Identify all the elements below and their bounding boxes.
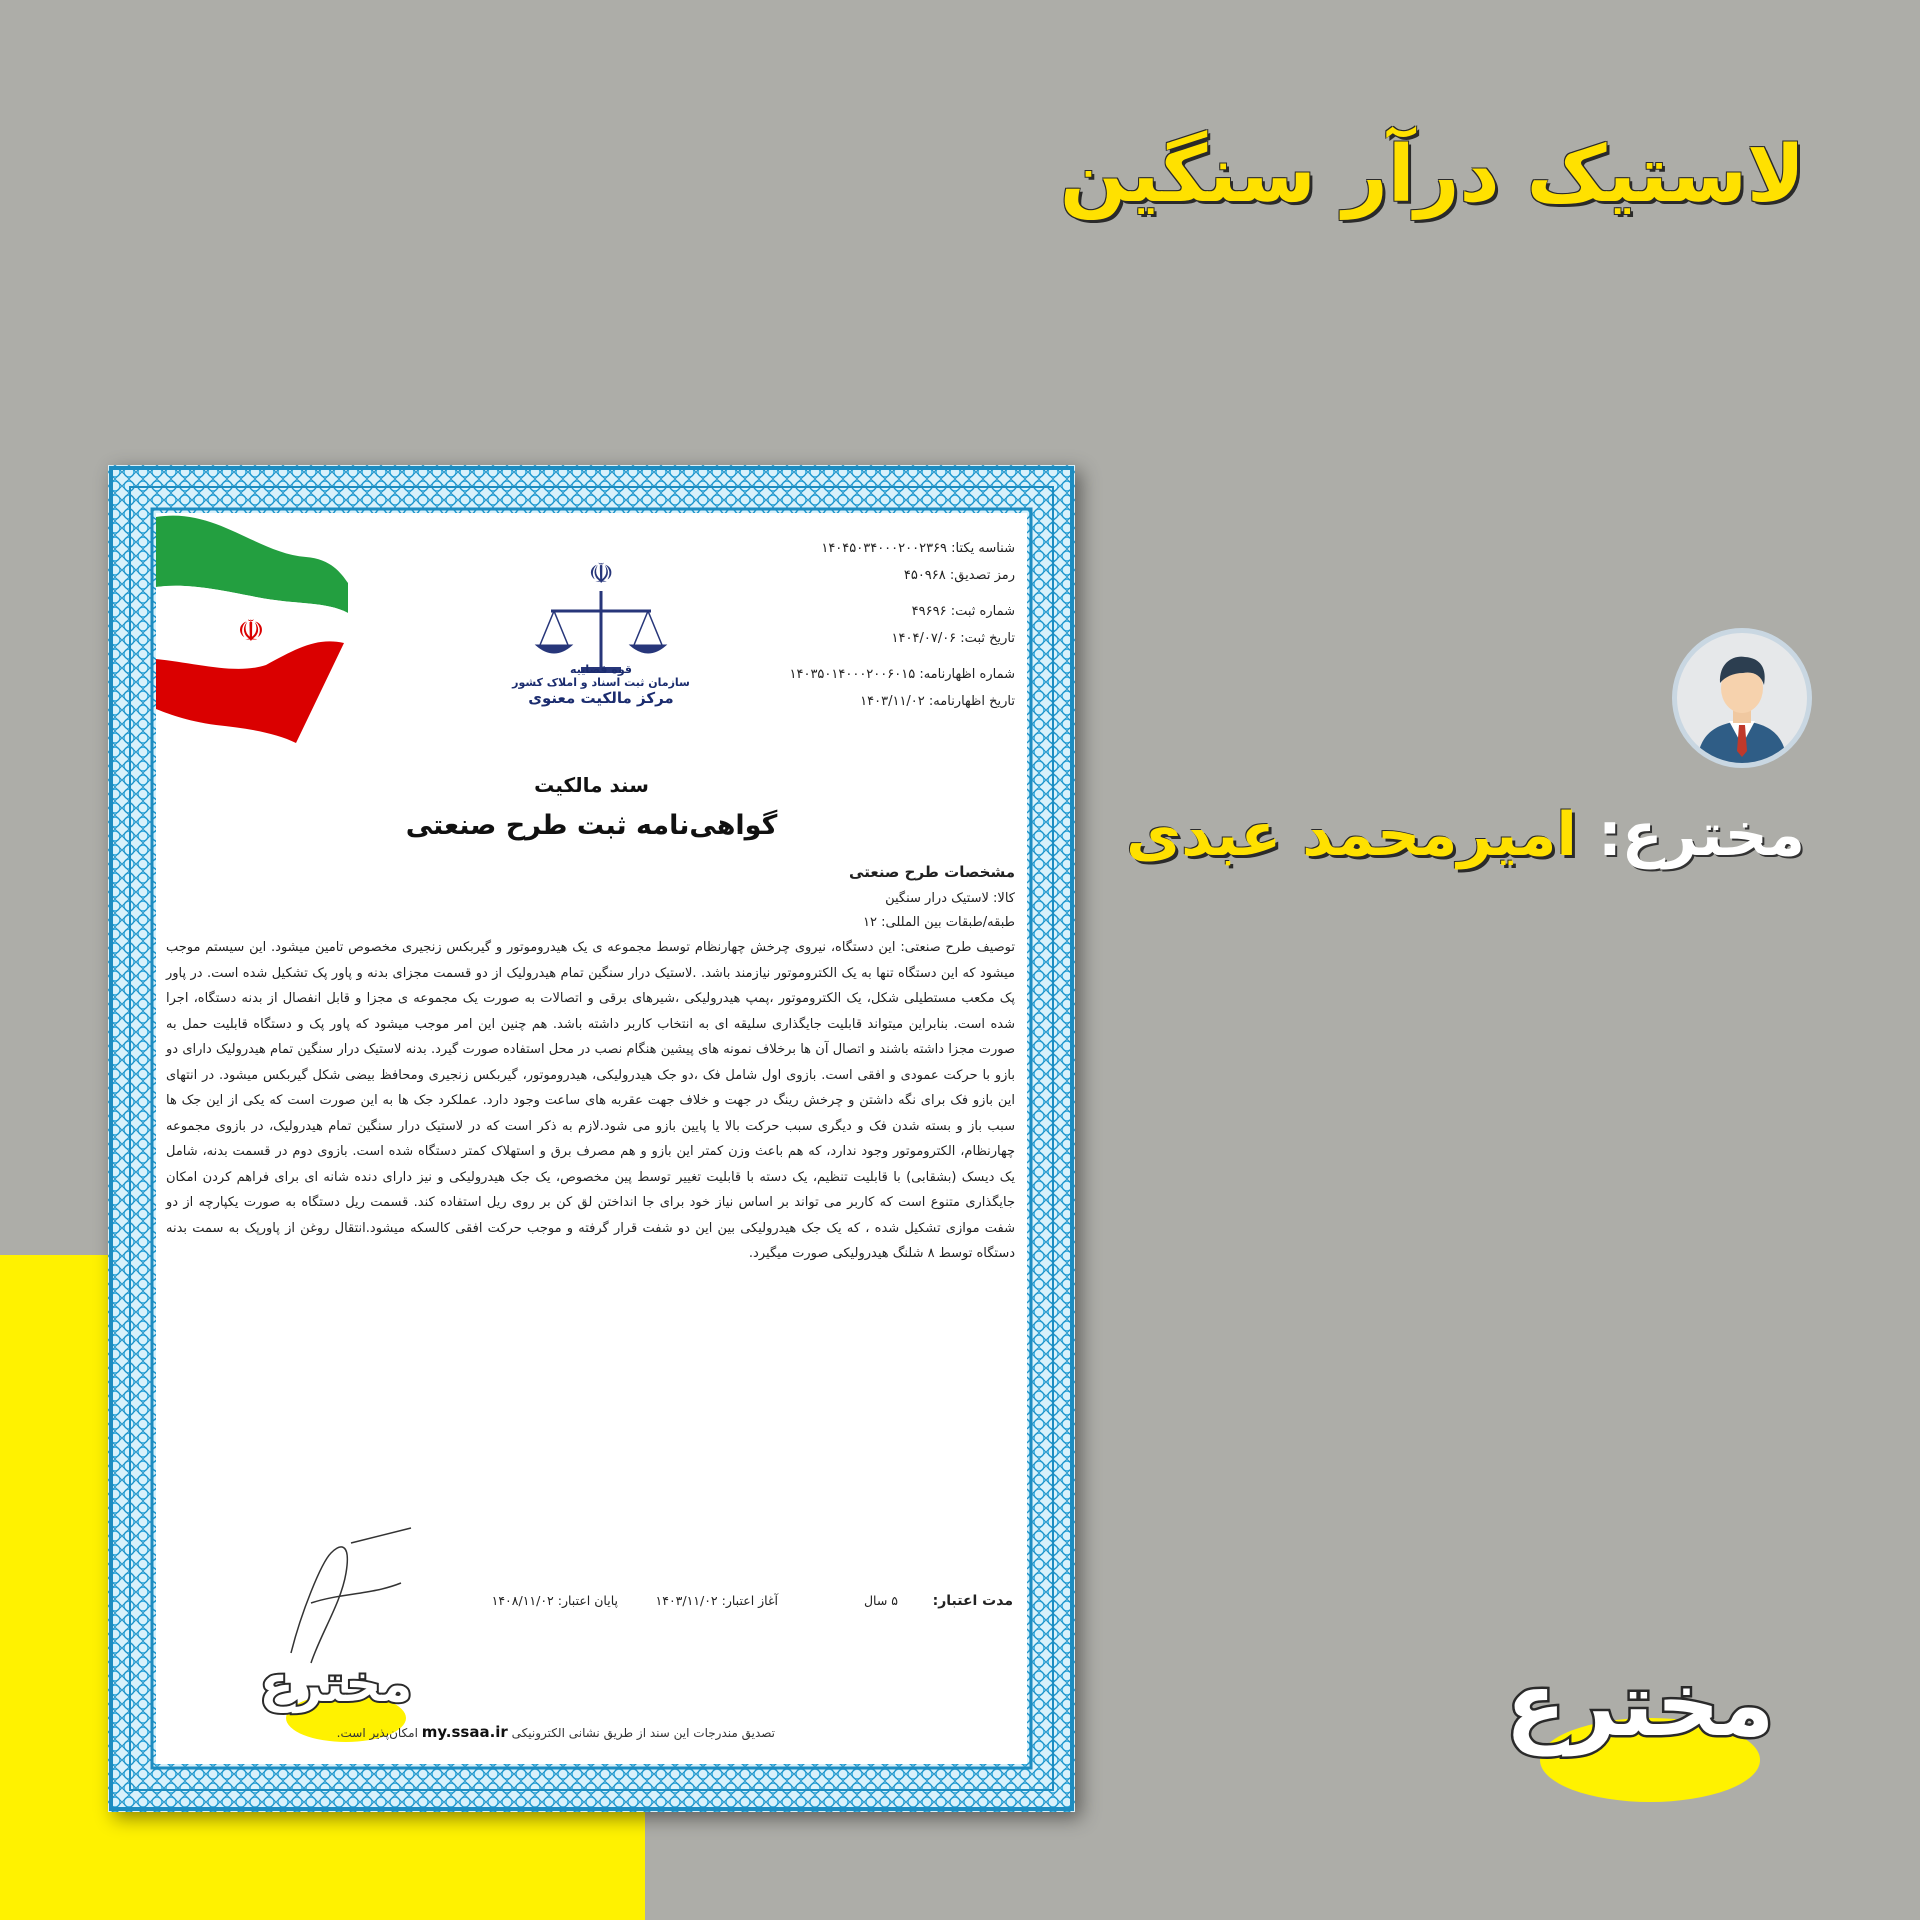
- inventor-name: امیرمحمد عبدی: [1126, 800, 1577, 870]
- svg-text:☫: ☫: [588, 557, 614, 590]
- svg-text:ﻣﺨﺘﺮﻉ: ﻣﺨﺘﺮﻉ: [259, 1655, 413, 1713]
- spec-description: توصیف طرح صنعتی: این دستگاه، نیروی چرخش چهارنظام توسط مجموعه ی یک هیدروموتور و گیربکس زنجیری مخصوص تامین میشود. این سیستم موجب میشود که این دستگاه تنها به یک الکتروموتور نیازمند باشد. .لاستیک درار سنگین تمام هیدرولیک از دو قسمت مجزای بدنه و پاور پک تشکیل شده است. در پاور پک مکعب مستطیلی شکل، یک الکتروموتور ،پمپ هیدرولیکی ،شیرهای برقی و اتصالات به صورت یک مجموعه ی مجزا و قابل انفصال از بدنه دستگاه، اجرا شده است. بنابراین میتواند قابلیت جایگذاری سلیقه ای به انتخاب کاربر داشته باشد. هم چنین این امر موجب میشود که پاور پک و دستگاه قابلیت حمل به صورت مجزا داشته باشند و اتصال آن ها برخلاف نمونه های پیشین هنگام نصب در محل استفاده صورت گیرد. بدنه لاستیک درار سنگین تمام هیدرولیک دارای دو بازو با حرکت عمودی و افقی است. بازوی اول شامل فک ،دو جک هیدرولیکی، هیدروموتور، گیربکس زنجیری ومحافظ بیضی شکل گیربکس میشود. در انتهای این بازو فک برای نگه داشتن و چرخش رینگ در جهت و خلاف جهت عقربه های ساعت وجود دارد. عملکرد جک ها به این صورت است که یکی از این جک ها سبب باز و بسته شدن فک و دیگری سبب حرکت بالا یا پایین بازو می شود.لازم به ذکر است که در لاستیک درار سنگین تمام هیدرولیک، در بازوی مجموعه چهارنظام، الکتروموتور وجود ندارد، که هم باعث وزن کمتر این بازو و هم مصرف برق و استهلاک کمتر دستگاه شده است. بازوی دوم در قسمت بدنه، شامل یک دیسک (بشقابی) با قابلیت تنظیم، یک دسته با قابلیت تغییر توسط پین مخصوص، یک جک هیدرولیکی و نیز دارای دنده شانه ای برای فراهم کردن امکان جایگذاری متنوع است که کاربر می تواند بر اساس نیاز خود برای جا انداختن لق کن بر روی ریل استفاده کند. قسمت ریل دستگاه به صورت یکپارچه از دو شفت موازی تشکیل شده ، که یک جک هیدرولیکی بین این دو شفت قرار گرفته و موجب حرکت افقی کالسکه میشود.انتقال روغن از پاورپک به سمت بدنه دستگاه توسط ۸ شلنگ هیدرولیکی صورت میگیرد.: [166, 940, 1015, 1261]
- declaration-date: تاریخ اظهارنامه: ۱۴۰۳/۱۱/۰۲: [860, 694, 1015, 709]
- emblem-caption: [486, 663, 716, 707]
- emblem-line-organization: سازمان ثبت اسناد و املاک کشور: [512, 676, 690, 689]
- verify-prefix: تصدیق مندرجات این سند از طریق نشانی الکترونیکی: [511, 1726, 775, 1740]
- emblem-line-judiciary: قوه قضاییه: [570, 663, 632, 676]
- unique-id: شناسه یکتا: ۱۴۰۴۵۰۳۴۰۰۰۲۰۰۲۳۶۹: [821, 541, 1015, 556]
- document-type: سند مالکیت: [534, 773, 649, 797]
- user-avatar-icon: [1672, 628, 1812, 768]
- registration-date: تاریخ ثبت: ۱۴۰۴/۰۷/۰۶: [891, 631, 1015, 646]
- certificate: [108, 465, 1075, 1812]
- svg-text:ﻣﺨﺘﺮﻉ: ﻣﺨﺘﺮﻉ: [1505, 1653, 1775, 1756]
- validity-end: پایان اعتبار: ۱۴۰۸/۱۱/۰۲: [491, 1593, 618, 1608]
- iran-flag: [156, 513, 356, 743]
- design-specifications: [166, 863, 1015, 1267]
- validity-label: مدت اعتبار:: [932, 1593, 1013, 1609]
- inventor-line: [1126, 800, 1805, 870]
- validity-row: [166, 1593, 1013, 1623]
- declaration-number: شماره اظهارنامه: ۱۴۰۳۵۰۱۴۰۰۰۲۰۰۶۰۱۵: [789, 667, 1015, 682]
- svg-text:☫: ☫: [237, 614, 265, 649]
- validity-start: آغاز اعتبار: ۱۴۰۳/۱۱/۰۲: [655, 1593, 778, 1608]
- verification-note: [337, 1723, 775, 1741]
- document-title: گواهی‌نامه ثبت طرح صنعتی: [405, 810, 778, 841]
- verify-url[interactable]: my.ssaa.ir: [421, 1723, 508, 1741]
- confirm-code: رمز تصدیق: ۴۵۰۹۶۸: [903, 568, 1015, 583]
- spec-goods: کالا: لاستیک درار سنگین: [885, 891, 1015, 906]
- registration-number: شماره ثبت: ۴۹۶۹۶: [911, 604, 1015, 619]
- registration-info: [790, 535, 1016, 715]
- inventor-label: مخترع:: [1597, 800, 1805, 870]
- spec-heading: مشخصات طرح صنعتی: [849, 863, 1015, 881]
- validity-duration: ۵ سال: [863, 1593, 898, 1608]
- page-title: لاستیک درآر سنگین: [1059, 130, 1805, 220]
- spec-class: طبقه/طبقات بین المللی: ۱۲: [863, 915, 1015, 930]
- emblem-line-center: مرکز مالکیت معنوی: [528, 689, 674, 707]
- brand-logo: [1460, 1640, 1820, 1810]
- certificate-body: [156, 513, 1027, 1764]
- verify-suffix: امکان‌پذیر است.: [336, 1726, 418, 1740]
